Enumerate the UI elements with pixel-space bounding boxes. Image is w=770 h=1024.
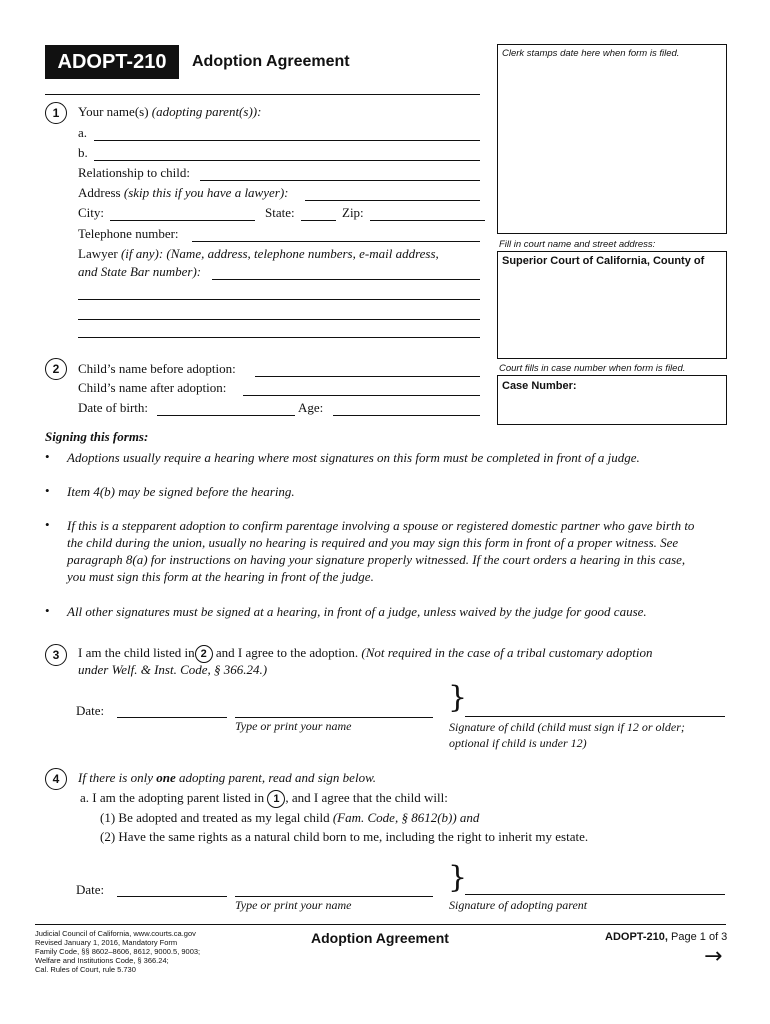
parent-a-name-field[interactable] — [94, 126, 480, 141]
parent-a-label: a. — [78, 125, 88, 140]
form-id: ADOPT-210 — [57, 51, 167, 73]
parent-b-label: b. — [78, 145, 88, 160]
dob-label: Date of birth: — [78, 400, 149, 415]
bullet-4-text: All other signatures must be signed at a hearing, in front of a judge, unless waived by the judge for good cause. — [67, 604, 647, 619]
lawyer-label-cont: and State Bar number): — [78, 264, 202, 279]
bullet-1-text: Adoptions usually require a hearing where most signatures on this form must be completed in front of a judge. — [67, 450, 640, 465]
age-field[interactable] — [333, 401, 480, 416]
relationship-label: Relationship to child: — [78, 165, 190, 180]
form-id-badge — [45, 45, 179, 79]
child-agreement-text-cont: under Welf. & Inst. Code, § 366.24.) — [78, 662, 268, 677]
child-signature-label-cont: optional if child is under 12) — [449, 736, 587, 750]
address-label: Address (skip this if you have a lawyer): — [78, 185, 289, 200]
bullet-4-marker: • — [45, 603, 50, 618]
address-field[interactable] — [305, 186, 480, 201]
court-name: Superior Court of California, County of — [502, 255, 705, 267]
item-4-number: 4 — [45, 768, 67, 790]
court-name-box[interactable] — [497, 251, 727, 359]
lawyer-field-4[interactable] — [78, 323, 480, 338]
child-signature-label: Signature of child (child must sign if 12 or older; — [449, 720, 685, 734]
bullet-3-text: If this is a stepparent adoption to confirm parentage involving a spouse or registered domestic partner who gave birth to the child during the union, usually no hearing is required and you may sign this form in front of a proper witness. See paragraph 8(a) for instructions on having your signature properly witnessed. If the court orders a hearing in this case, you must sign this form at the hearing in front of the judge. — [67, 518, 695, 584]
lawyer-label: Lawyer (if any): (Name, address, telephone numbers, e-mail address, — [78, 246, 439, 261]
footer-page: ADOPT-210, Page 1 of 3 — [605, 931, 728, 943]
dob-field[interactable] — [157, 401, 295, 416]
child-signature-brace: } — [448, 680, 468, 715]
child-name-print-label: Type or print your name — [235, 719, 352, 733]
parent-signature-brace: } — [448, 860, 468, 895]
lawyer-field-2[interactable] — [78, 285, 480, 300]
relationship-field[interactable] — [200, 166, 480, 181]
case-number-label: Case Number: — [502, 380, 577, 392]
footer-rule — [35, 924, 726, 925]
city-label: City: — [78, 205, 105, 220]
header-rule — [45, 94, 480, 95]
child-date-label: Date: — [76, 703, 105, 718]
lawyer-field-1[interactable] — [212, 265, 480, 280]
adopting-parent-statement: a. I am the adopting parent listed in 1 , and I agree that the child will: — [80, 790, 448, 808]
agreement-item-1: (1) Be adopted and treated as my legal child (Fam. Code, § 8612(b)) and — [100, 810, 480, 825]
ref-item-1: 1 — [267, 790, 285, 808]
item-2-number: 2 — [45, 358, 67, 380]
telephone-label: Telephone number: — [78, 226, 179, 241]
city-field[interactable] — [110, 206, 255, 221]
parent-date-label: Date: — [76, 882, 105, 897]
single-parent-intro: If there is only one adopting parent, read and sign below. — [78, 770, 377, 785]
ref-item-2: 2 — [195, 645, 213, 663]
parent-signature-label: Signature of adopting parent — [449, 898, 588, 912]
lawyer-field-3[interactable] — [78, 305, 480, 320]
child-signature-field[interactable] — [465, 702, 725, 717]
case-number-note: Court fills in case number when form is filed. — [499, 363, 686, 374]
adopting-parents-label: Your name(s) (adopting parent(s)): — [78, 104, 262, 119]
clerk-stamp-box — [497, 44, 727, 234]
bullet-2-marker: • — [45, 483, 50, 498]
parent-name-print-field[interactable] — [235, 882, 433, 897]
parent-date-field[interactable] — [117, 882, 227, 897]
parent-name-print-label: Type or print your name — [235, 898, 352, 912]
child-name-before-label: Child’s name before adoption: — [78, 361, 236, 376]
zip-label: Zip: — [342, 205, 364, 220]
next-page-arrow-icon[interactable]: → — [704, 944, 723, 969]
age-label: Age: — [298, 400, 324, 415]
parent-signature-field[interactable] — [465, 880, 725, 895]
signing-heading: Signing this forms: — [45, 429, 149, 444]
agreement-item-2: (2) Have the same rights as a natural child born to me, including the right to inherit my estate. — [100, 829, 589, 844]
bullet-3-marker: • — [45, 517, 50, 532]
child-name-after-label: Child’s name after adoption: — [78, 380, 227, 395]
parent-b-name-field[interactable] — [94, 146, 480, 161]
clerk-stamp-label: Clerk stamps date here when form is filed. — [502, 48, 680, 59]
child-name-print-field[interactable] — [235, 703, 433, 718]
bullet-2-text: Item 4(b) may be signed before the hearing. — [67, 484, 295, 499]
telephone-field[interactable] — [192, 227, 480, 242]
zip-field[interactable] — [370, 206, 485, 221]
footer-title: Adoption Agreement — [311, 930, 449, 946]
bullet-1-marker: • — [45, 449, 50, 464]
child-name-after-field[interactable] — [243, 381, 480, 396]
child-name-before-field[interactable] — [255, 362, 480, 377]
item-3-number: 3 — [45, 644, 67, 666]
child-date-field[interactable] — [117, 703, 227, 718]
item-1-number: 1 — [45, 102, 67, 124]
state-field[interactable] — [301, 206, 336, 221]
child-agreement-text: I am the child listed in 2 and I agree to the adoption. (Not required in the case of a tribal customary adoption — [78, 645, 653, 663]
state-label: State: — [265, 205, 295, 220]
page-title: Adoption Agreement — [192, 53, 350, 70]
footer-citations: Judicial Council of California, www.courts.ca.gov Revised January 1, 2016, Mandatory Form Family Code, §§ 8602–8606, 8612, 9000.5, 9003; Welfare and Institutions Code, § 366.24; Cal. Rules of Court, rule 5.730 — [35, 929, 201, 974]
court-fill-label: Fill in court name and street address: — [499, 239, 656, 250]
